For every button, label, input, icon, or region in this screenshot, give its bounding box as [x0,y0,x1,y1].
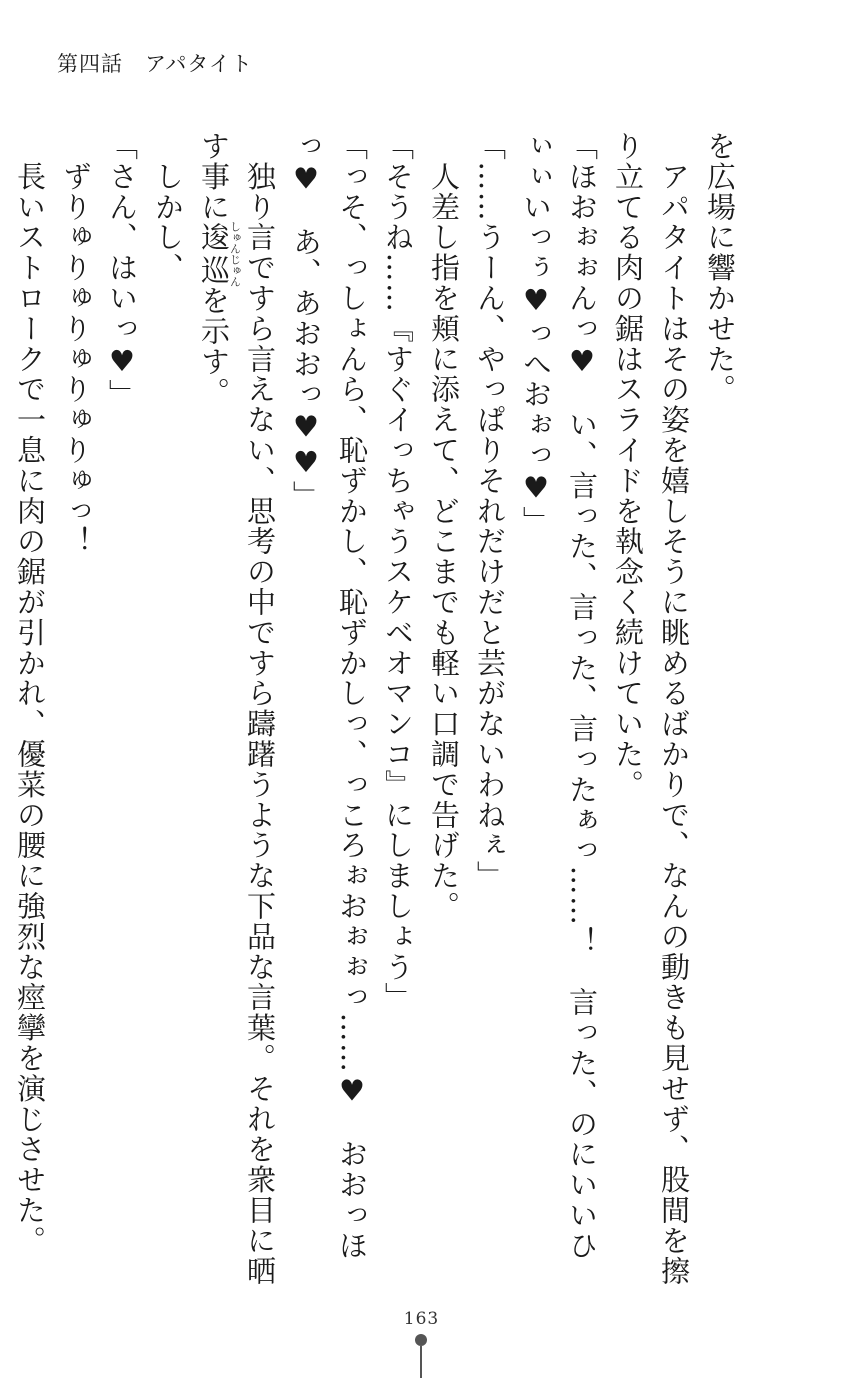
dialogue-paragraph: 「っそ、っしょんら、恥ずかし、恥ずかしっ、っころぉおぉぉっ……♥ おおっほっ♥ あ、あおおっ♥♥」 [289,131,369,1261]
ruby-reading: しゅんじゅん [228,220,242,287]
paragraph: 長いストロークで一息に肉の鋸が引かれ、優菜の腰に強烈な痙攣を演じさせた。 [13,131,47,1256]
paragraph: アパタイトはその姿を嬉しそうに眺めるばかりで、なんの動きも見せず、股間を擦り立てる肉の鋸はスライドを執念く続けていた。 [611,131,691,1287]
paragraph: を広場に響かせた。 [703,131,737,405]
page-number-dot-ornament [415,1334,427,1346]
paragraph: しかし、 [151,131,185,283]
dialogue-paragraph: 「さん、はいっ♥」 [105,131,139,410]
vertical-body-text [13,131,743,1291]
dialogue-paragraph: 「……うーん、やっぱりそれだけだと芸がないわねぇ」 [473,131,507,891]
running-header-chapter-title: 第四話 アパタイト [57,52,253,76]
page-number: 163 [403,1309,440,1329]
ruby-base: 逡巡 [197,220,231,287]
dialogue-paragraph: 「そうね……『すぐイっちゃうスケベオマンコ』にしましょう」 [381,131,415,1013]
paragraph-text: を示す。 [197,285,231,408]
dialogue-paragraph: 「ほおぉぉんっ♥ い、言った、言った、言ったぁっ……！ 言った、のにいいひぃぃいっぅ♥っへおぉっ♥」 [519,131,599,1261]
sound-effect-paragraph: ずりゅりゅりゅりゅりゅっ！ [59,131,93,557]
paragraph: 人差し指を頬に添えて、どこまでも軽い口調で告げた。 [427,131,461,922]
paragraph-text: 独り言ですら言えない、思考の中ですら躊躇うような下品な言葉。それを衆目に晒す事に [197,131,277,1287]
ruby-annotation [197,220,242,287]
page-number-line-ornament [420,1346,422,1378]
paragraph-with-ruby [191,131,283,1291]
